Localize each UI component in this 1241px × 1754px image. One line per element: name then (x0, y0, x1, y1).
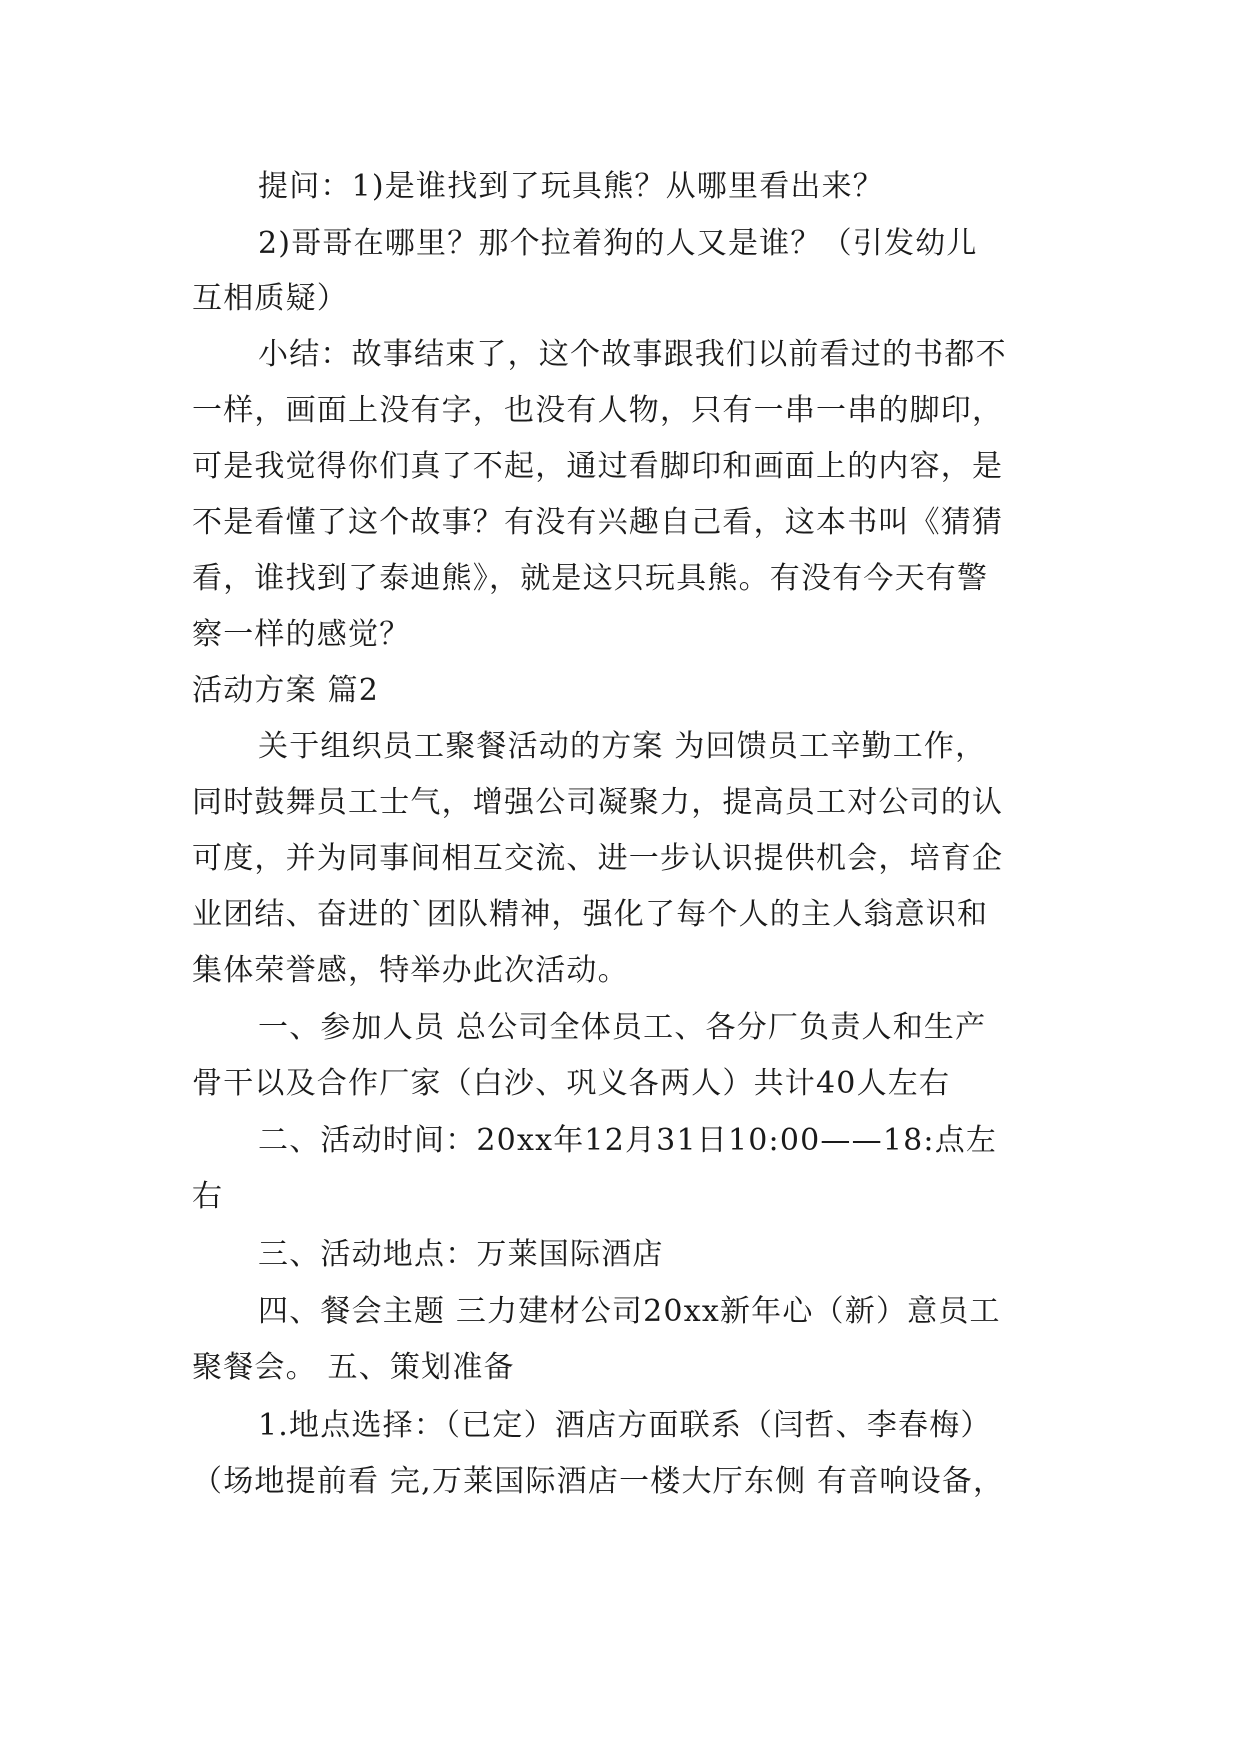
paragraph-line: 业团结、奋进的`团队精神，强化了每个人的主人翁意识和 (192, 897, 989, 932)
section-heading: 活动方案 篇2 (192, 673, 380, 708)
paragraph-line: 集体荣誉感，特举办此次活动。 (192, 953, 629, 988)
paragraph-line: 关于组织员工聚餐活动的方案 为回馈员工辛勤工作， (258, 729, 987, 764)
paragraph-line: 一、参加人员 总公司全体员工、各分厂负责人和生产 (258, 1010, 987, 1045)
paragraph-line: 1.地点选择：（已定）酒店方面联系（闫哲、李春梅） (258, 1408, 992, 1443)
paragraph-line: （场地提前看 完,万莱国际酒店一楼大厅东侧 有音响设备， (192, 1464, 1005, 1499)
paragraph-line: 小结：故事结束了，这个故事跟我们以前看过的书都不 (258, 337, 1007, 372)
paragraph-line: 右 (192, 1179, 224, 1214)
paragraph-line: 聚餐会。 五、策划准备 (192, 1350, 515, 1385)
paragraph-line: 看，谁找到了泰迪熊》，就是这只玩具熊。有没有今天有警 (192, 561, 989, 596)
paragraph-line: 四、餐会主题 三力建材公司20xx新年心（新）意员工 (258, 1294, 1001, 1329)
paragraph-line: 2)哥哥在哪里？那个拉着狗的人又是谁？（引发幼儿 (258, 226, 978, 261)
paragraph-line: 二、活动时间：20xx年12月31日10:00——18:点左 (258, 1123, 998, 1158)
paragraph-line: 三、活动地点：万莱国际酒店 (258, 1237, 664, 1272)
paragraph-line: 不是看懂了这个故事？有没有兴趣自己看，这本书叫《猜猜 (192, 505, 1004, 540)
paragraph-line: 可度，并为同事间相互交流、进一步认识提供机会，培育企 (192, 841, 1004, 876)
paragraph-line: 同时鼓舞员工士气，增强公司凝聚力，提高员工对公司的认 (192, 785, 1004, 820)
paragraph-line: 可是我觉得你们真了不起，通过看脚印和画面上的内容，是 (192, 449, 1004, 484)
paragraph-line: 一样，画面上没有字，也没有人物，只有一串一串的脚印， (192, 393, 1004, 428)
paragraph-line: 骨干以及合作厂家（白沙、巩义各两人）共计40人左右 (192, 1066, 951, 1101)
paragraph-line: 互相质疑） (192, 281, 348, 316)
paragraph-line: 提问：1)是谁找到了玩具熊？从哪里看出来？ (258, 169, 884, 204)
paragraph-line: 察一样的感觉？ (192, 617, 411, 652)
